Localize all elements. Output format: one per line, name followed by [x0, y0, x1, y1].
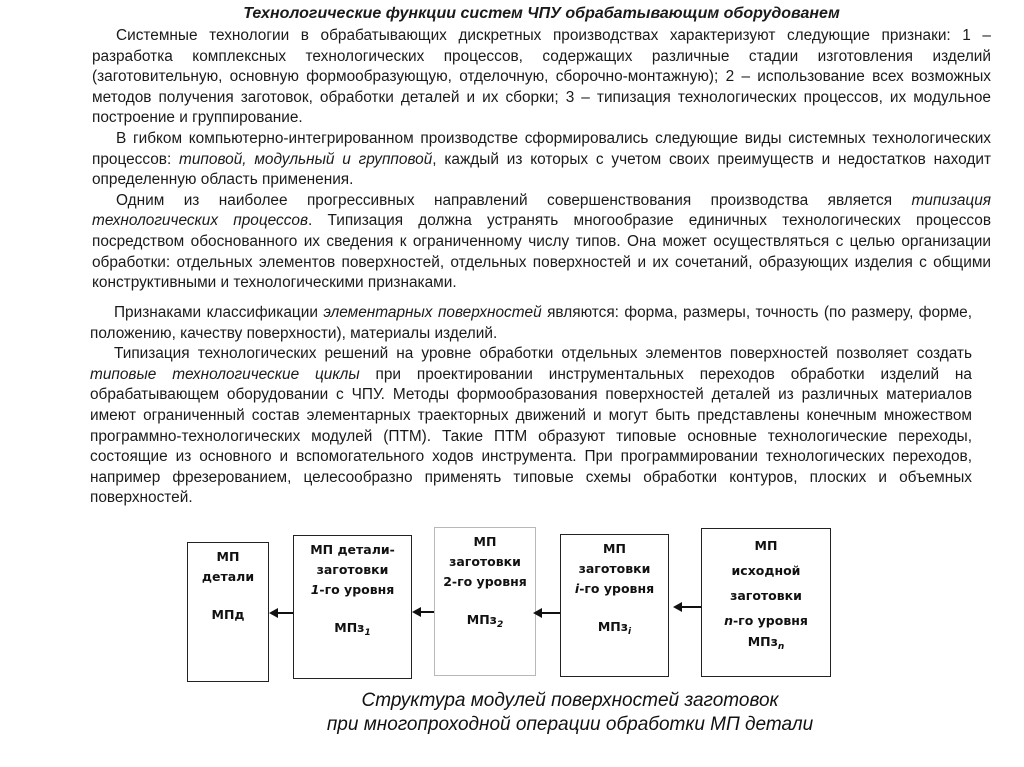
italic-term: типовой, модульный и групповой [179, 150, 433, 168]
level-number: 1 [310, 582, 320, 597]
box-label: заготовки [730, 588, 802, 603]
box-label: детали [201, 569, 255, 584]
code-subscript: n [777, 642, 785, 652]
level-text: -го уровня [451, 574, 527, 589]
box-level [435, 572, 535, 592]
box-level [561, 579, 668, 599]
code-text: МПз [747, 634, 778, 649]
box-label: заготовки [316, 562, 389, 577]
box-label: исходной [731, 563, 801, 578]
caption-line: при многопроходной операции обработки МП детали [326, 714, 814, 735]
paragraph [90, 344, 972, 509]
box-code [294, 618, 411, 643]
box-label: МП [216, 549, 240, 564]
paragraph-text: Системные технологии в обрабатывающих дискретных производствах характеризуют следующие признаки: 1 – разработка комплексных технологических процессов, содержащих различные стадии изготовления изделий (заготовительную, основную формообразующую, отделочную, сборочно-монтажную); 2 – использование всех возможных методов получения заготовок, обработки деталей и их сборки; 3 – типизация технологических процессов, их модульное построение и группирование. [92, 27, 991, 127]
level-text: -го уровня [319, 582, 395, 597]
diagram-box-level-n [701, 528, 831, 677]
paragraph-text: при проектировании инструментальных переходов обработки изделий на обрабатывающем оборудовании с ЧПУ. Методы формообразования поверхностей деталей из различных материалов имеют ограниченный состав элементарных траекторных движений и могут быть представлены конечным множеством программно-технологических модулей (ПТМ). Такие ПТМ образуют типовые основные технологические переходы, состоящие из основного и вспомогательного ходов инструмента. При программировании технологических переходов, например фрезерованием, целесообразно применять типовые схемы обработки контуров, плоских и объемных поверхностей. [90, 365, 972, 507]
level-text: -го уровня [579, 581, 655, 596]
box-label: МП [603, 541, 626, 556]
page-title: Технологические функции систем ЧПУ обрабатывающим оборудованем [243, 5, 840, 22]
paragraph-text: В гибком компьютерно-интегрированном производстве сформировались следующие виды системных технологических процессов: [92, 129, 991, 168]
level-number: i [574, 581, 580, 596]
code-text: МПз [597, 619, 629, 634]
box-level [702, 610, 830, 631]
italic-term: типовые технологические циклы [90, 365, 360, 383]
level-text: -го уровня [732, 613, 808, 628]
level-number: 2 [443, 574, 452, 589]
box-label: МП [754, 538, 778, 553]
paragraph-text: Одним из наиболее прогрессивных направлений совершенствования производства является [116, 191, 912, 209]
arrow-left-icon [277, 612, 293, 614]
code-subscript: 2 [496, 620, 504, 630]
code-text: МПз [466, 612, 497, 627]
diagram-box-level-i [560, 534, 669, 677]
diagram-box-level-2 [434, 527, 536, 676]
diagram-caption [280, 689, 860, 737]
code-text: МПз [334, 620, 365, 635]
box-code [435, 610, 535, 635]
text-block-classification [90, 303, 972, 509]
paragraph [90, 303, 972, 344]
caption-line: Структура модулей поверхностей заготовок [361, 690, 779, 711]
paragraph-text: Типизация технологических решений на уровне обработки отдельных элементов поверхностей позволяет создать [114, 345, 972, 363]
code-subscript: 1 [364, 628, 371, 638]
arrow-left-icon [681, 606, 701, 608]
box-code [702, 631, 830, 658]
paragraph [92, 191, 991, 294]
box-code [561, 617, 668, 642]
code-subscript: i [628, 627, 632, 637]
italic-term: типизация технологических процессов [92, 191, 991, 230]
paragraph-text: , каждый из которых с учетом своих преимуществ и недостатков находит определенную область применения. [92, 150, 991, 189]
paragraph [92, 26, 991, 129]
box-level [294, 580, 411, 600]
level-number: n [724, 613, 733, 628]
italic-term: элементарных поверхностей [323, 304, 542, 321]
paragraph-text: Признаками классификации [114, 304, 324, 321]
paragraph-text: . Типизация должна устранять многообразие единичных технологических процессов посредством обоснованного их сведения к ограниченному числу типов. Она может осуществляться с целью организации обработки: отдельных элементов поверхностей, отдельных поверхностей и их сочетаний, образующих изделия с общими конструктивными и технологическими признаками. [92, 212, 991, 292]
text-block-intro [92, 26, 991, 294]
box-code: МПд [211, 607, 245, 622]
arrow-left-icon [420, 611, 434, 613]
paragraph-text: являются: форма, размеры, точность (по размеру, форме, положению, качеству поверхности), материалы изделий. [90, 304, 972, 342]
box-label: заготовки [449, 554, 521, 569]
diagram-box-level-1 [293, 535, 412, 679]
arrow-left-icon [541, 612, 560, 614]
paragraph [92, 129, 991, 191]
box-label: МП [473, 534, 497, 549]
diagram-box-part [187, 542, 269, 682]
box-label: заготовки [578, 561, 651, 576]
box-label: МП детали- [310, 542, 395, 557]
